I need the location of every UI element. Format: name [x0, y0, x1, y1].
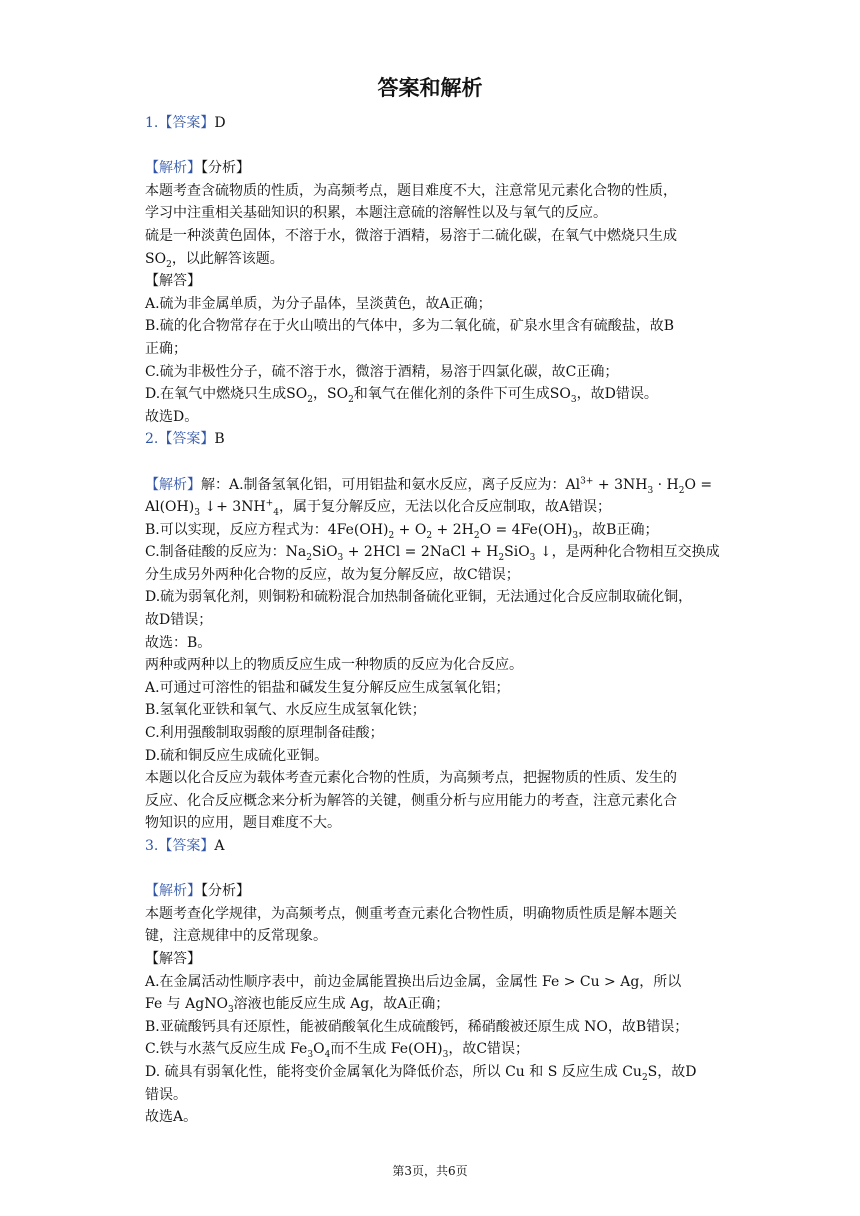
spacer	[145, 135, 717, 158]
text: C.制备硅酸的反应为：Na	[145, 544, 307, 561]
formula: SO	[145, 250, 167, 267]
text: ，故D错误。	[576, 386, 658, 403]
text: + 2H	[432, 521, 474, 538]
text: D.在氧气中燃烧只生成SO	[145, 386, 308, 403]
subscript: 3	[307, 1050, 314, 1061]
answer-value: A	[214, 838, 225, 854]
text-line	[145, 519, 717, 542]
answer-tag: 【答案】	[158, 431, 215, 448]
fenxi-tag: 【分析】	[201, 160, 250, 177]
spacer	[145, 858, 717, 881]
subscript: 2	[678, 485, 685, 496]
conclusion: 故选D。	[145, 408, 199, 425]
subscript: 2	[348, 394, 354, 405]
subscript: 2	[641, 1072, 648, 1083]
text-line: D.硫为弱氧化剂，则铜粉和硫粉混合加热制备硫化亚铜，无法通过化合反应制取硫化铜，	[145, 589, 693, 606]
text-line: 物知识的应用，题目难度不大。	[145, 815, 341, 832]
subscript: 3	[529, 553, 536, 564]
text-line: 本题以化合反应为载体考查元素化合物的性质，为高频考点，把握物质的性质、发生的	[145, 770, 677, 787]
subscript: 2	[306, 553, 312, 564]
subscript: 2	[166, 259, 172, 270]
subscript: 3	[194, 507, 200, 518]
superscript: 3+	[580, 475, 594, 486]
text-line: 学习中注重相关基础知识的积累，本题注意硫的溶解性以及与氧气的反应。	[145, 205, 607, 222]
text: 溶液也能反应生成 Ag，故A正确；	[233, 996, 450, 1013]
subscript: 3	[647, 485, 654, 496]
text: SiO	[312, 544, 338, 561]
analysis-tag: 【解析】	[145, 476, 201, 493]
text: 而不生成 Fe(OH)	[330, 1041, 443, 1058]
text-line	[145, 1061, 717, 1084]
text-line: B.亚硫酸钙具有还原性，能被硝酸氧化生成硫酸钙，稀硝酸被还原生成 NO，故B错误；	[145, 1018, 689, 1035]
page-footer: 第3页，共6页	[392, 1164, 468, 1178]
conclusion: 故选A。	[145, 1109, 198, 1126]
text: O = 4Fe(OH)	[479, 521, 573, 538]
text-line: 本题考查化学规律，为高频考点，侧重考查元素化合物性质，明确物质性质是解本题关	[145, 905, 677, 922]
text-line: 故D错误；	[145, 612, 213, 629]
analysis-tag: 【解析】	[145, 883, 201, 900]
subscript: 3	[570, 394, 577, 405]
subscript: 3	[337, 553, 344, 564]
analysis-tag: 【解析】	[145, 160, 201, 177]
answer-value: D	[214, 115, 226, 131]
question-number: 3.	[145, 838, 159, 854]
q1-analysis-heading	[145, 157, 717, 180]
text-line: C.利用强酸制取弱酸的原理制备硅酸；	[145, 725, 384, 742]
page-title: 答案和解析	[377, 76, 483, 100]
text: ，属于复分解反应，无法以化合反应制取，故A错误；	[278, 499, 612, 516]
question-number: 1.	[145, 115, 159, 131]
text: 和氧气在催化剂的条件下可生成SO	[353, 386, 571, 403]
text: ，故B正确；	[578, 521, 659, 538]
text-line: 反应、化合反应概念来分析为解答的关键，侧重分析与应用能力的考查，注意元素化合	[145, 792, 677, 809]
text: ↓，是两种化合物相互交换成	[535, 544, 720, 561]
text-line	[145, 248, 717, 271]
text: O	[313, 1041, 325, 1058]
subscript: 2	[388, 530, 395, 541]
subscript: 3	[227, 1004, 234, 1015]
text: Al(OH)	[145, 499, 195, 516]
q3-analysis-heading	[145, 880, 717, 903]
spacer	[145, 451, 717, 474]
q3-answer-line	[145, 835, 717, 858]
text: ，故C错误；	[448, 1041, 530, 1058]
text-line: D.硫和铜反应生成硫化亚铜。	[145, 747, 329, 764]
text-line: 错误。	[145, 1086, 187, 1103]
text-line: 分生成另外两种化合物的反应，故为复分解反应，故C错误；	[145, 566, 520, 583]
text-line	[145, 541, 720, 564]
text: ，以此解答该题。	[171, 250, 284, 267]
text: · H	[653, 476, 679, 493]
subscript: 3	[442, 1050, 449, 1061]
text-line: A.可通过可溶性的铝盐和碱发生复分解反应生成氢氧化铝；	[145, 679, 510, 696]
text: S，故D	[647, 1063, 697, 1080]
answer-content	[145, 112, 720, 1129]
text: ，SO	[312, 386, 349, 403]
text-line: 正确；	[145, 340, 187, 357]
text: + O	[394, 521, 427, 538]
text-line	[145, 474, 717, 497]
text: SiO	[504, 544, 530, 561]
text-line	[145, 1038, 717, 1061]
text-line: 两种或两种以上的物质反应生成一种物质的反应为化合反应。	[145, 657, 523, 674]
text-line	[145, 993, 717, 1016]
text-line: B.硫的化合物常存在于火山喷出的气体中，多为二氧化硫，矿泉水里含有硫酸盐，故B	[145, 318, 675, 335]
text: 解：A.制备氢氧化铝，可用铝盐和氨水反应，离子反应为：Al	[201, 476, 581, 493]
answer-value: B	[214, 431, 225, 448]
subscript: 2	[307, 394, 313, 405]
text: O =	[684, 476, 713, 493]
subscript: 3	[572, 530, 579, 541]
text-line: B.氢氧化亚铁和氧气、水反应生成氢氧化铁；	[145, 702, 426, 719]
text: D. 硫具有弱氧化性，能将变价金属氧化为降低价态，所以 Cu 和 S 反应生成 Cu	[145, 1063, 642, 1080]
text: Fe 与 AgNO	[145, 996, 228, 1013]
text-line: 本题考查含硫物质的性质，为高频考点，题目难度不大，注意常见元素化合物的性质，	[145, 182, 677, 199]
text: C.铁与水蒸气反应生成 Fe	[145, 1041, 308, 1058]
text-line	[145, 383, 717, 406]
q1-answer-line	[145, 112, 717, 135]
subscript: 4	[273, 507, 279, 518]
jieda-tag: 【解答】	[145, 273, 201, 290]
answer-tag: 【答案】	[158, 115, 215, 131]
subscript: 2	[473, 530, 480, 541]
subscript: 2	[426, 530, 433, 541]
text-line: A.在金属活动性顺序表中，前边金属能置换出后边金属，金属性 Fe > Cu > Ag，所以	[145, 973, 682, 990]
fenxi-tag: 【分析】	[201, 883, 250, 900]
question-number: 2.	[145, 431, 159, 448]
text-line	[145, 496, 717, 519]
q2-answer-line	[145, 428, 717, 451]
text: B.可以实现，反应方程式为：4Fe(OH)	[145, 521, 389, 538]
jieda-tag: 【解答】	[145, 950, 201, 967]
text-line: C.硫为非极性分子，硫不溶于水，微溶于酒精，易溶于四氯化碳，故C正确；	[145, 363, 619, 380]
text: + 3NH	[593, 476, 648, 493]
text-line: 硫是一种淡黄色固体，不溶于水，微溶于酒精，易溶于二硫化碳，在氧气中燃烧只生成	[145, 227, 677, 244]
conclusion: 故选：B。	[145, 634, 212, 651]
text-line: A.硫为非金属单质，为分子晶体，呈淡黄色，故A正确；	[145, 295, 492, 312]
text: ↓+ 3NH	[199, 499, 266, 516]
text-line: 键，注意规律中的反常现象。	[145, 928, 327, 945]
superscript: +	[265, 498, 274, 509]
answer-tag: 【答案】	[158, 838, 215, 854]
subscript: 4	[324, 1050, 331, 1061]
text: + 2HCl = 2NaCl + H	[343, 544, 499, 561]
subscript: 2	[498, 553, 505, 564]
